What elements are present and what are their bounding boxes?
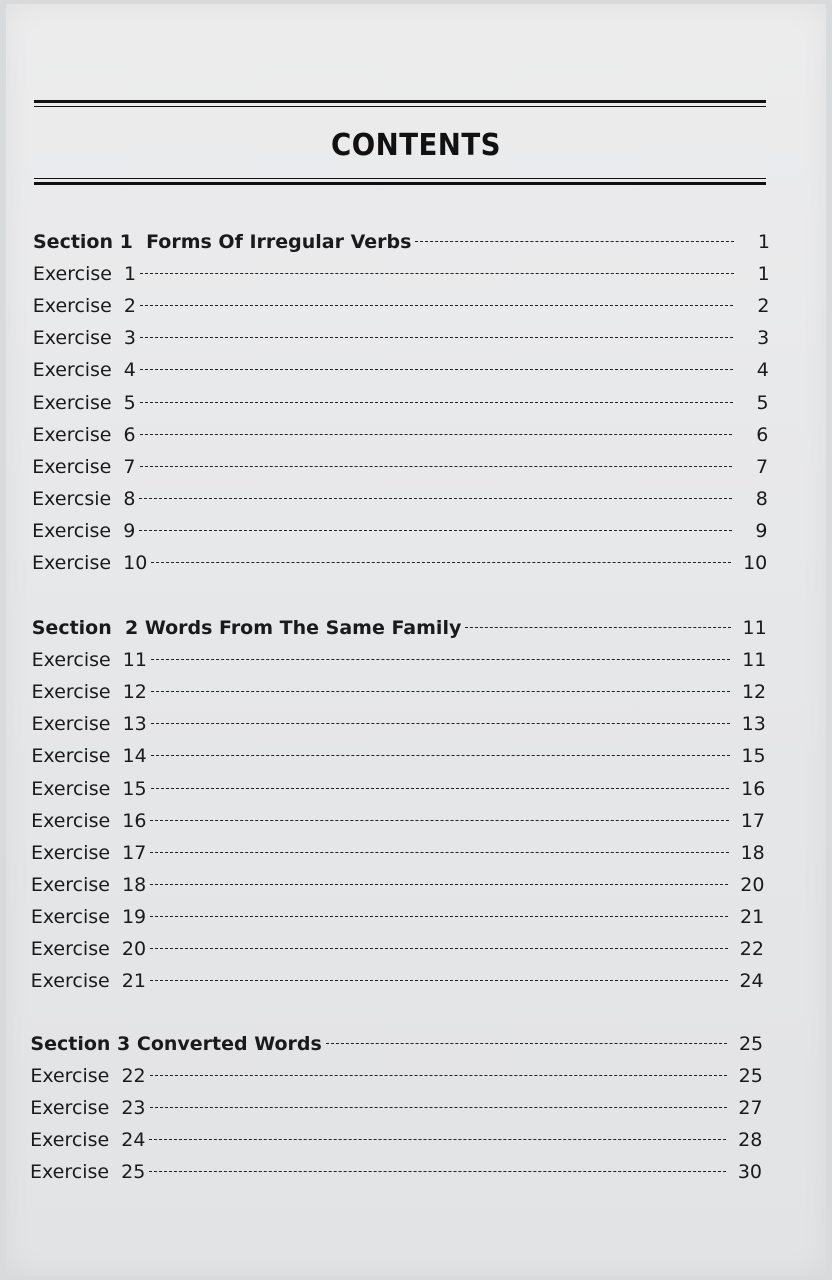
page-number: 3 (757, 327, 770, 350)
exercise-label: Exercise 22 (30, 1065, 146, 1088)
dot-leader (151, 723, 730, 724)
dot-leader (139, 498, 731, 499)
dot-leader (150, 948, 728, 949)
toc-entry (31, 740, 765, 772)
page-number: 9 (755, 519, 768, 542)
dot-leader (140, 402, 733, 403)
exercise-label: Exercise 23 (30, 1097, 146, 1120)
toc-entry (30, 1060, 763, 1092)
dot-leader (150, 916, 728, 917)
exercise-label: Exercise 10 (31, 552, 148, 574)
exercise-label: Exercise 20 (30, 938, 147, 960)
toc-entry (33, 290, 770, 322)
exercise-label: Exercise 4 (32, 359, 136, 382)
page-number: 18 (740, 841, 765, 864)
dot-leader (326, 1043, 727, 1044)
exercise-label: Exercise 16 (31, 809, 147, 832)
page-number: 1 (757, 231, 770, 253)
dot-leader (140, 369, 733, 370)
exercise-label: Exercise 6 (32, 423, 136, 446)
dot-leader (150, 820, 729, 821)
toc-entry (32, 515, 767, 547)
exercise-label: Exercise 2 (32, 295, 137, 318)
exercise-label: Exercise 1 (32, 263, 137, 286)
toc-entry (32, 644, 767, 676)
toc-entry (32, 419, 768, 451)
dot-leader (151, 562, 731, 563)
exercise-label: Exercise 24 (30, 1129, 146, 1152)
exercise-label: Exercise 5 (32, 391, 136, 414)
toc-entry (31, 933, 764, 965)
exercise-label: Exercise 12 (31, 681, 147, 704)
exercise-label: Exercsie 8 (32, 487, 136, 510)
toc-entry (31, 837, 765, 869)
dot-leader (150, 852, 728, 853)
exercise-label: Exercise 7 (32, 455, 136, 478)
exercise-label: Exercise 9 (32, 519, 136, 542)
exercise-label: Exercise 19 (30, 905, 147, 928)
page-number: 25 (738, 1033, 764, 1055)
toc-section-heading (33, 226, 770, 258)
exercise-label: Exercise 11 (31, 649, 147, 672)
page-number: 13 (741, 713, 766, 736)
section-title: Section 3 Converted Words (30, 1033, 322, 1055)
dot-leader (139, 530, 731, 531)
page-number: 27 (738, 1097, 763, 1120)
exercise-label: Exercise 17 (31, 841, 147, 864)
dot-leader (140, 305, 733, 306)
toc-entry (31, 708, 765, 740)
dot-leader (140, 466, 733, 467)
dot-leader (151, 659, 730, 660)
page-number: 17 (740, 809, 766, 832)
dot-leader (151, 755, 730, 756)
dot-leader (151, 691, 730, 692)
dot-leader (150, 884, 728, 885)
dot-leader (140, 434, 733, 435)
page-number: 21 (740, 905, 765, 928)
page-number: 7 (755, 455, 769, 478)
dot-leader (151, 788, 730, 789)
page-number: 22 (739, 938, 764, 960)
toc-entry (32, 547, 767, 579)
section-title: Section 1 Forms Of Irregular Verbs (33, 231, 412, 253)
section-title: Section 2 Words From The Same Family (31, 617, 462, 639)
page-number: 15 (741, 745, 766, 768)
dot-leader (150, 1107, 727, 1108)
dot-leader (465, 627, 730, 628)
toc-entry (33, 258, 770, 290)
exercise-label: Exercise 3 (32, 327, 136, 350)
toc-entry (32, 676, 767, 708)
toc-entry (32, 387, 768, 419)
toc-section-heading (32, 612, 767, 644)
toc-entry (31, 773, 765, 805)
dot-leader (149, 1139, 726, 1140)
page-number: 11 (742, 617, 767, 639)
page-number: 25 (738, 1065, 763, 1088)
exercise-label: Exercise 21 (30, 970, 146, 993)
toc-entry (30, 1156, 762, 1188)
dot-leader (415, 241, 734, 242)
dot-leader (150, 980, 728, 981)
page-number: 6 (756, 423, 769, 446)
toc-entry (32, 483, 768, 515)
page-number: 2 (757, 295, 770, 318)
page-number: 8 (755, 487, 768, 510)
exercise-label: Exercise 18 (30, 873, 147, 896)
toc-entry (31, 869, 765, 901)
dot-leader (140, 337, 733, 338)
toc-section-heading (30, 1028, 763, 1060)
page-number: 10 (743, 552, 768, 574)
toc-entry (31, 901, 764, 933)
page-number: 28 (738, 1129, 763, 1152)
exercise-label: Exercise 15 (31, 777, 147, 800)
exercise-label: Exercise 13 (31, 713, 147, 736)
page-number: 16 (741, 777, 766, 800)
dot-leader (140, 273, 734, 274)
page-number: 5 (756, 391, 769, 414)
toc-entry (31, 805, 765, 837)
page-title: CONTENTS (331, 128, 501, 163)
exercise-label: Exercise 25 (30, 1161, 146, 1184)
toc-entry (30, 1124, 762, 1156)
toc-entry (30, 1092, 762, 1124)
page-number: 20 (740, 873, 765, 896)
dot-leader (149, 1171, 726, 1172)
toc-entry (33, 354, 769, 386)
page-number: 24 (739, 970, 764, 993)
page-number: 4 (756, 359, 769, 382)
toc-entry (32, 451, 768, 483)
page-number: 30 (737, 1161, 763, 1184)
toc-entry (31, 965, 764, 997)
dot-leader (150, 1075, 727, 1076)
page-number: 12 (741, 681, 767, 704)
toc-entry (33, 322, 769, 354)
exercise-label: Exercise 14 (31, 745, 147, 768)
page-number: 11 (742, 649, 767, 672)
page-number: 1 (757, 263, 770, 286)
